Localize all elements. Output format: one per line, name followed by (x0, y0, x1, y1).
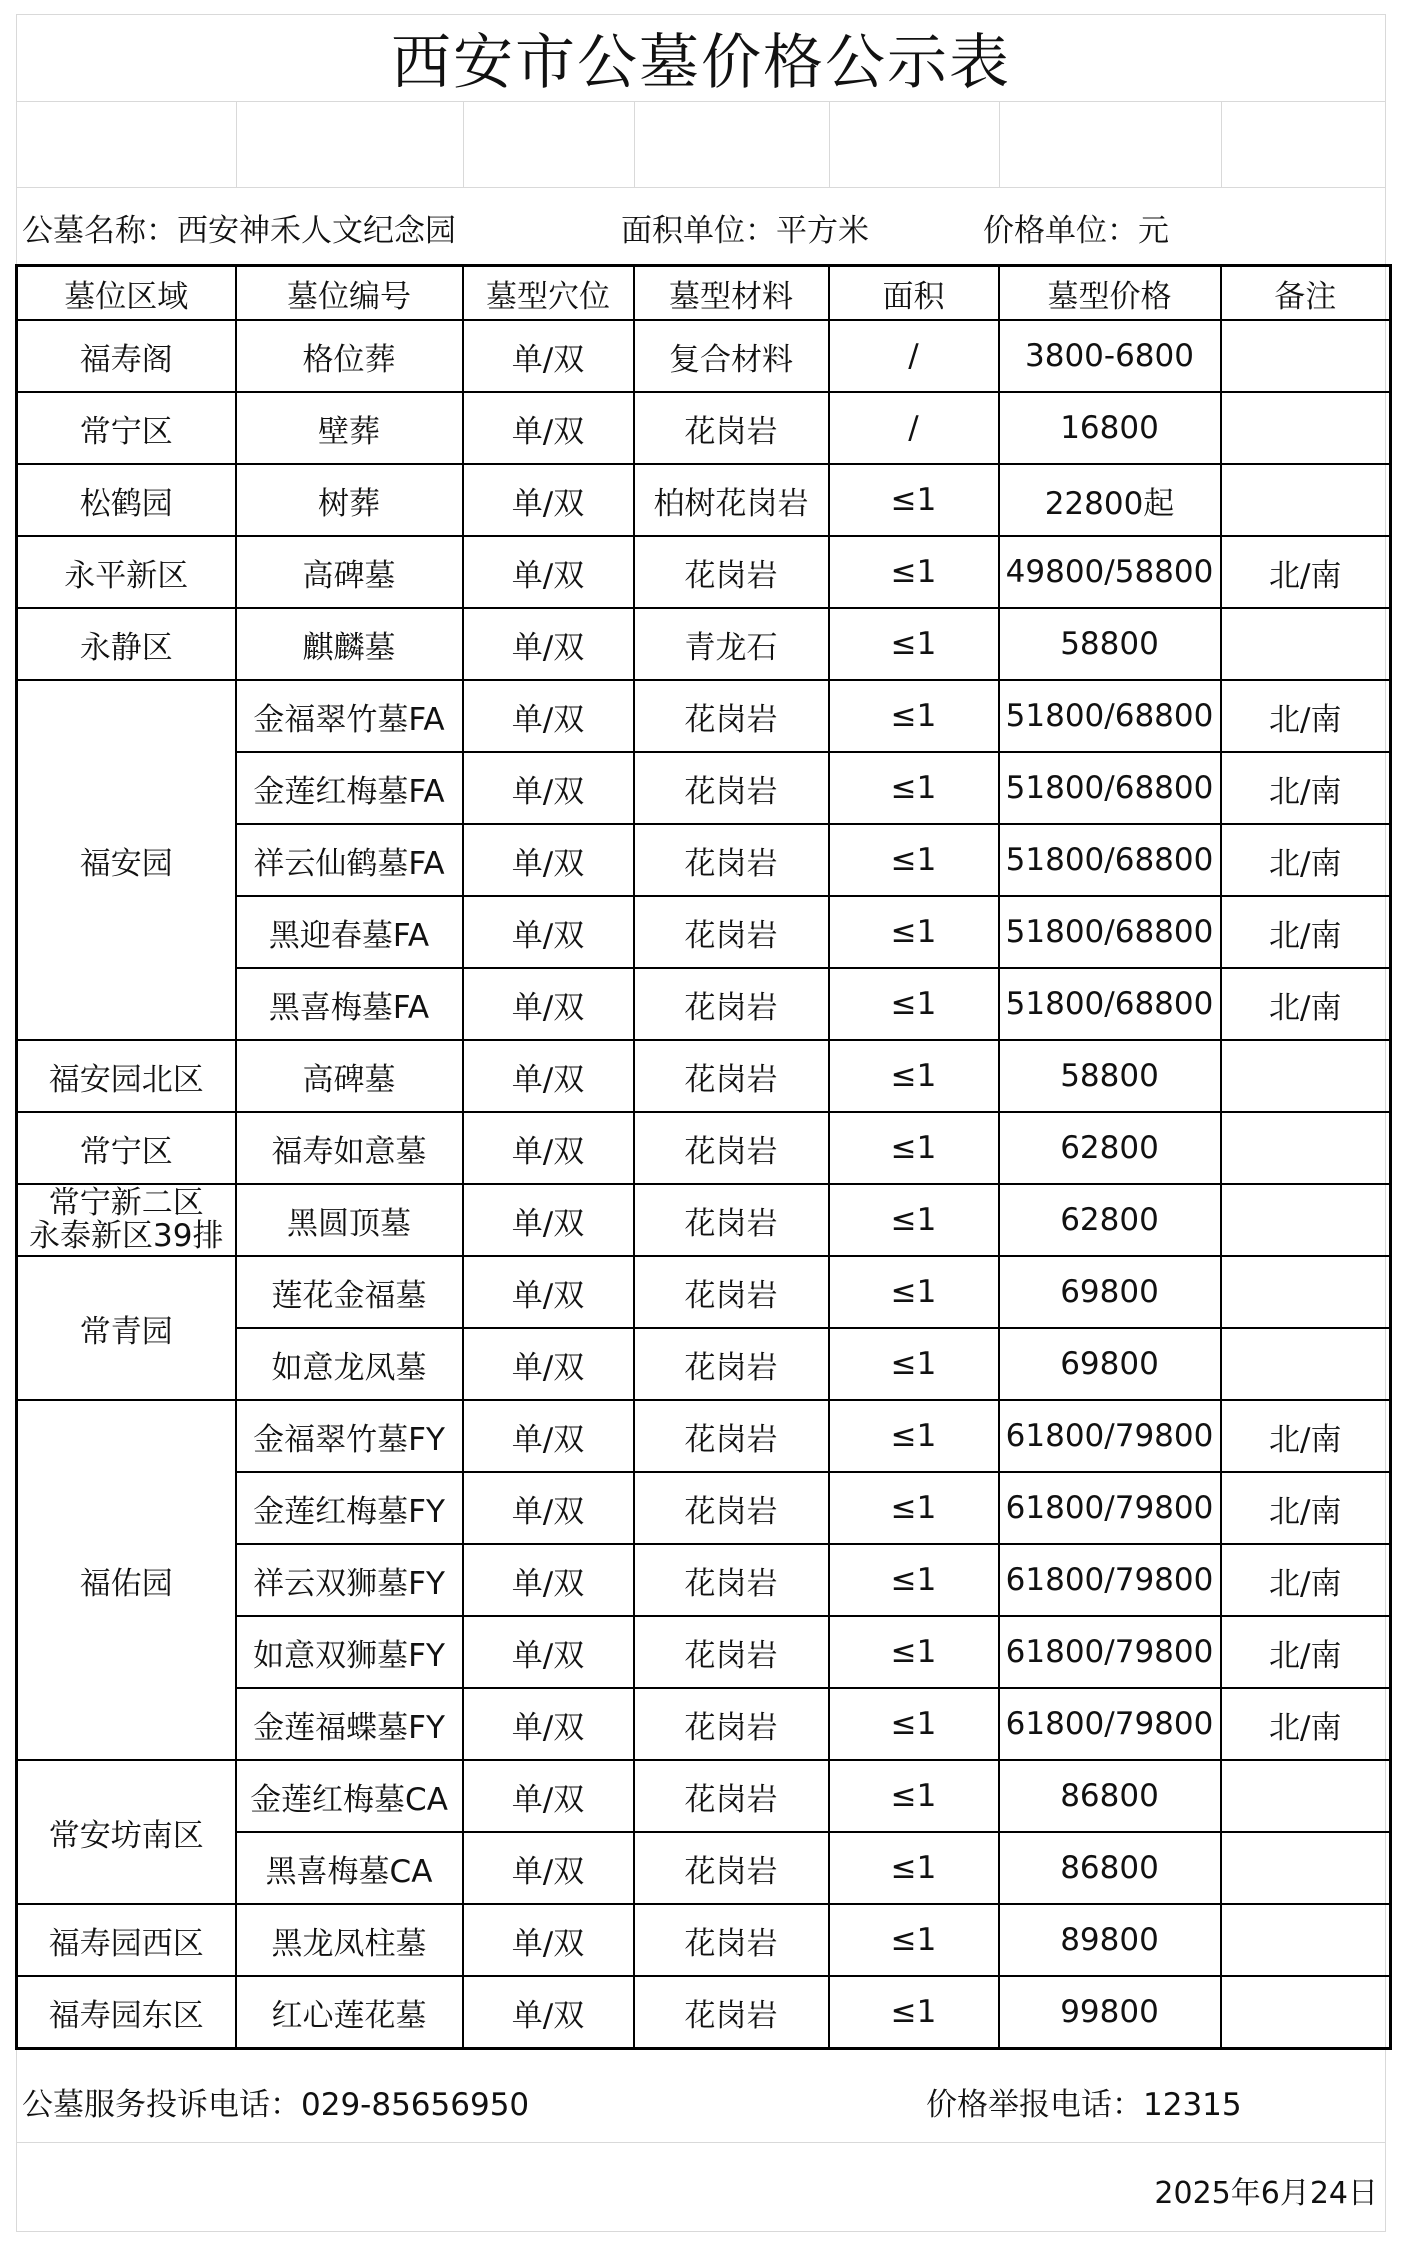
cell-price: 51800/68800 (999, 752, 1221, 824)
cell-type: 单/双 (463, 1976, 634, 2049)
cell-note (1221, 1112, 1391, 1184)
cell-type: 单/双 (463, 1616, 634, 1688)
cell-price: 49800/58800 (999, 536, 1221, 608)
cell-type: 单/双 (463, 896, 634, 968)
cell-material: 花岗岩 (634, 536, 829, 608)
area-unit-label: 面积单位： (621, 212, 776, 249)
cell-area: 永静区 (17, 608, 236, 680)
table-row (17, 1112, 1391, 1184)
cell-code: 金莲红梅墓FA (236, 752, 463, 824)
header-area: 墓位区域 (17, 266, 236, 321)
cell-type: 单/双 (463, 1184, 634, 1256)
footer-contacts (16, 2057, 1386, 2143)
grid-line (1221, 102, 1222, 187)
cell-material: 花岗岩 (634, 1040, 829, 1112)
cell-area: 永平新区 (17, 536, 236, 608)
table-row (17, 320, 1391, 392)
cell-note: 北/南 (1221, 536, 1391, 608)
cell-code: 金福翠竹墓FA (236, 680, 463, 752)
cell-code: 红心莲花墓 (236, 1976, 463, 2049)
cell-type: 单/双 (463, 1904, 634, 1976)
cell-type: 单/双 (463, 1832, 634, 1904)
cell-area: 福寿园西区 (17, 1904, 236, 1976)
cell-note: 北/南 (1221, 1472, 1391, 1544)
header-material: 墓型材料 (634, 266, 829, 321)
cell-material: 花岗岩 (634, 1688, 829, 1760)
cell-size: ≤1 (829, 608, 999, 680)
cell-size: ≤1 (829, 1256, 999, 1328)
header-note: 备注 (1221, 266, 1391, 321)
cell-type: 单/双 (463, 968, 634, 1040)
cell-size: ≤1 (829, 896, 999, 968)
cell-type: 单/双 (463, 680, 634, 752)
header-code: 墓位编号 (236, 266, 463, 321)
cell-size: ≤1 (829, 1688, 999, 1760)
cell-price: 58800 (999, 1040, 1221, 1112)
cell-code: 金福翠竹墓FY (236, 1400, 463, 1472)
cell-price: 61800/79800 (999, 1400, 1221, 1472)
cell-code: 树葬 (236, 464, 463, 536)
cell-material: 花岗岩 (634, 1472, 829, 1544)
cell-material: 花岗岩 (634, 392, 829, 464)
cell-price: 3800-6800 (999, 320, 1221, 392)
cell-note: 北/南 (1221, 1616, 1391, 1688)
cell-material: 花岗岩 (634, 1184, 829, 1256)
cemetery-label: 公墓名称： (22, 212, 177, 249)
cell-type: 单/双 (463, 1328, 634, 1400)
area-unit-value: 平方米 (776, 212, 869, 249)
cell-size: ≤1 (829, 1544, 999, 1616)
cell-type: 单/双 (463, 1760, 634, 1832)
area-unit-field (621, 205, 869, 250)
cell-material: 花岗岩 (634, 1976, 829, 2049)
cell-size: ≤1 (829, 1328, 999, 1400)
grid-line (634, 102, 635, 187)
cell-code: 黑圆顶墓 (236, 1184, 463, 1256)
complaint-phone: 029-85656950 (301, 2087, 530, 2123)
cell-size: ≤1 (829, 1400, 999, 1472)
cell-area: 福安园 (17, 680, 236, 1040)
cell-note: 北/南 (1221, 1544, 1391, 1616)
cell-area: 常青园 (17, 1256, 236, 1400)
price-unit-field (983, 205, 1169, 250)
cell-price: 86800 (999, 1832, 1221, 1904)
cell-material: 复合材料 (634, 320, 829, 392)
cell-note (1221, 392, 1391, 464)
cell-price: 86800 (999, 1760, 1221, 1832)
cell-note (1221, 1256, 1391, 1328)
grid-line (829, 102, 830, 187)
cell-type: 单/双 (463, 320, 634, 392)
cell-material: 花岗岩 (634, 1616, 829, 1688)
table-row (17, 392, 1391, 464)
table-row (17, 1760, 1391, 1832)
table-header-row (17, 266, 1391, 321)
price-unit-value: 元 (1138, 212, 1169, 249)
table-row (17, 536, 1391, 608)
cell-type: 单/双 (463, 1544, 634, 1616)
cell-price: 89800 (999, 1904, 1221, 1976)
cell-code: 黑喜梅墓CA (236, 1832, 463, 1904)
cell-material: 花岗岩 (634, 896, 829, 968)
cell-note (1221, 1184, 1391, 1256)
cell-area: 常宁新二区 永泰新区39排 (17, 1184, 236, 1256)
cell-type: 单/双 (463, 392, 634, 464)
cell-code: 莲花金福墓 (236, 1256, 463, 1328)
cell-price: 58800 (999, 608, 1221, 680)
cell-material: 花岗岩 (634, 1328, 829, 1400)
cell-material: 花岗岩 (634, 1256, 829, 1328)
cell-price: 69800 (999, 1256, 1221, 1328)
cell-note: 北/南 (1221, 824, 1391, 896)
cell-price: 51800/68800 (999, 968, 1221, 1040)
table-row (17, 1040, 1391, 1112)
cell-size: ≤1 (829, 1040, 999, 1112)
cell-material: 花岗岩 (634, 1760, 829, 1832)
cell-note (1221, 1832, 1391, 1904)
grid-line (463, 102, 464, 187)
info-row (16, 188, 1386, 266)
cell-size: ≤1 (829, 1112, 999, 1184)
cell-size: ≤1 (829, 1472, 999, 1544)
cell-code: 金莲红梅墓FY (236, 1472, 463, 1544)
cell-area: 福寿阁 (17, 320, 236, 392)
cell-size: ≤1 (829, 1904, 999, 1976)
complaint-label: 公墓服务投诉电话： (22, 2087, 301, 2123)
cell-material: 花岗岩 (634, 968, 829, 1040)
cell-type: 单/双 (463, 1256, 634, 1328)
price-table (15, 264, 1392, 2050)
cell-type: 单/双 (463, 1472, 634, 1544)
cell-area: 常宁区 (17, 1112, 236, 1184)
cell-price: 62800 (999, 1112, 1221, 1184)
cell-material: 花岗岩 (634, 1904, 829, 1976)
cell-size: ≤1 (829, 824, 999, 896)
cemetery-name-field (22, 205, 456, 250)
cell-note: 北/南 (1221, 968, 1391, 1040)
cell-price: 61800/79800 (999, 1688, 1221, 1760)
cell-type: 单/双 (463, 1112, 634, 1184)
table-row (17, 1904, 1391, 1976)
cell-material: 花岗岩 (634, 1112, 829, 1184)
cell-area: 常宁区 (17, 392, 236, 464)
cell-code: 祥云仙鹤墓FA (236, 824, 463, 896)
cell-code: 壁葬 (236, 392, 463, 464)
cell-code: 高碑墓 (236, 536, 463, 608)
report-label: 价格举报电话： (926, 2087, 1143, 2123)
cell-size: / (829, 392, 999, 464)
cell-code: 黑龙凤柱墓 (236, 1904, 463, 1976)
cell-code: 祥云双狮墓FY (236, 1544, 463, 1616)
cell-size: / (829, 320, 999, 392)
table-body (17, 320, 1391, 2049)
cell-price: 61800/79800 (999, 1616, 1221, 1688)
cell-size: ≤1 (829, 1184, 999, 1256)
cell-size: ≤1 (829, 464, 999, 536)
cell-note (1221, 608, 1391, 680)
cell-note (1221, 1040, 1391, 1112)
cell-area: 常安坊南区 (17, 1760, 236, 1904)
cell-price: 61800/79800 (999, 1544, 1221, 1616)
cell-price: 16800 (999, 392, 1221, 464)
table-row (17, 680, 1391, 752)
cell-price: 51800/68800 (999, 896, 1221, 968)
cell-code: 高碑墓 (236, 1040, 463, 1112)
table-row (17, 1400, 1391, 1472)
cell-price: 69800 (999, 1328, 1221, 1400)
cell-code: 黑喜梅墓FA (236, 968, 463, 1040)
cell-note: 北/南 (1221, 680, 1391, 752)
cell-code: 麒麟墓 (236, 608, 463, 680)
cell-code: 格位葬 (236, 320, 463, 392)
cell-material: 花岗岩 (634, 824, 829, 896)
grid-line (999, 102, 1000, 187)
blank-spacer-row (16, 102, 1386, 188)
table-row (17, 1184, 1391, 1256)
cell-type: 单/双 (463, 536, 634, 608)
cell-size: ≤1 (829, 1616, 999, 1688)
cell-price: 62800 (999, 1184, 1221, 1256)
complaint-contact (22, 2079, 529, 2124)
price-unit-label: 价格单位： (983, 212, 1138, 249)
header-type: 墓型穴位 (463, 266, 634, 321)
page-title: 西安市公墓价格公示表 (16, 14, 1386, 102)
cell-note (1221, 1976, 1391, 2049)
cell-code: 如意龙凤墓 (236, 1328, 463, 1400)
cell-code: 金莲福蝶墓FY (236, 1688, 463, 1760)
cell-area: 福安园北区 (17, 1040, 236, 1112)
cell-note: 北/南 (1221, 752, 1391, 824)
cell-price: 99800 (999, 1976, 1221, 2049)
cell-area: 福寿园东区 (17, 1976, 236, 2049)
cell-note (1221, 1328, 1391, 1400)
cell-material: 青龙石 (634, 608, 829, 680)
cell-material: 柏树花岗岩 (634, 464, 829, 536)
cell-price: 51800/68800 (999, 824, 1221, 896)
cell-note: 北/南 (1221, 1688, 1391, 1760)
table-row (17, 608, 1391, 680)
cell-type: 单/双 (463, 608, 634, 680)
cell-price: 22800起 (999, 464, 1221, 536)
cell-note (1221, 1760, 1391, 1832)
cell-size: ≤1 (829, 752, 999, 824)
cell-note: 北/南 (1221, 896, 1391, 968)
cell-size: ≤1 (829, 1976, 999, 2049)
header-price: 墓型价格 (999, 266, 1221, 321)
cell-code: 如意双狮墓FY (236, 1616, 463, 1688)
cell-note (1221, 1904, 1391, 1976)
cell-material: 花岗岩 (634, 1400, 829, 1472)
grid-line (236, 102, 237, 187)
cell-note (1221, 320, 1391, 392)
cell-type: 单/双 (463, 824, 634, 896)
cell-price: 61800/79800 (999, 1472, 1221, 1544)
cell-area: 福佑园 (17, 1400, 236, 1760)
cell-material: 花岗岩 (634, 1544, 829, 1616)
cell-note: 北/南 (1221, 1400, 1391, 1472)
cell-material: 花岗岩 (634, 752, 829, 824)
cell-type: 单/双 (463, 752, 634, 824)
cell-size: ≤1 (829, 1832, 999, 1904)
cell-size: ≤1 (829, 1760, 999, 1832)
cell-type: 单/双 (463, 1400, 634, 1472)
report-contact (926, 2079, 1242, 2124)
cell-type: 单/双 (463, 464, 634, 536)
table-row (17, 1976, 1391, 2049)
cell-code: 金莲红梅墓CA (236, 1760, 463, 1832)
cell-material: 花岗岩 (634, 1832, 829, 1904)
header-size: 面积 (829, 266, 999, 321)
cell-code: 福寿如意墓 (236, 1112, 463, 1184)
cell-size: ≤1 (829, 536, 999, 608)
table-row (17, 1256, 1391, 1328)
table-row (17, 464, 1391, 536)
cell-code: 黑迎春墓FA (236, 896, 463, 968)
cell-material: 花岗岩 (634, 680, 829, 752)
cell-size: ≤1 (829, 968, 999, 1040)
cell-type: 单/双 (463, 1688, 634, 1760)
cell-size: ≤1 (829, 680, 999, 752)
publish-date: 2025年6月24日 (1154, 2176, 1378, 2211)
cell-note (1221, 464, 1391, 536)
cemetery-name: 西安神禾人文纪念园 (177, 212, 456, 249)
cell-type: 单/双 (463, 1040, 634, 1112)
cell-area: 松鹤园 (17, 464, 236, 536)
cell-price: 51800/68800 (999, 680, 1221, 752)
report-phone: 12315 (1143, 2087, 1242, 2123)
